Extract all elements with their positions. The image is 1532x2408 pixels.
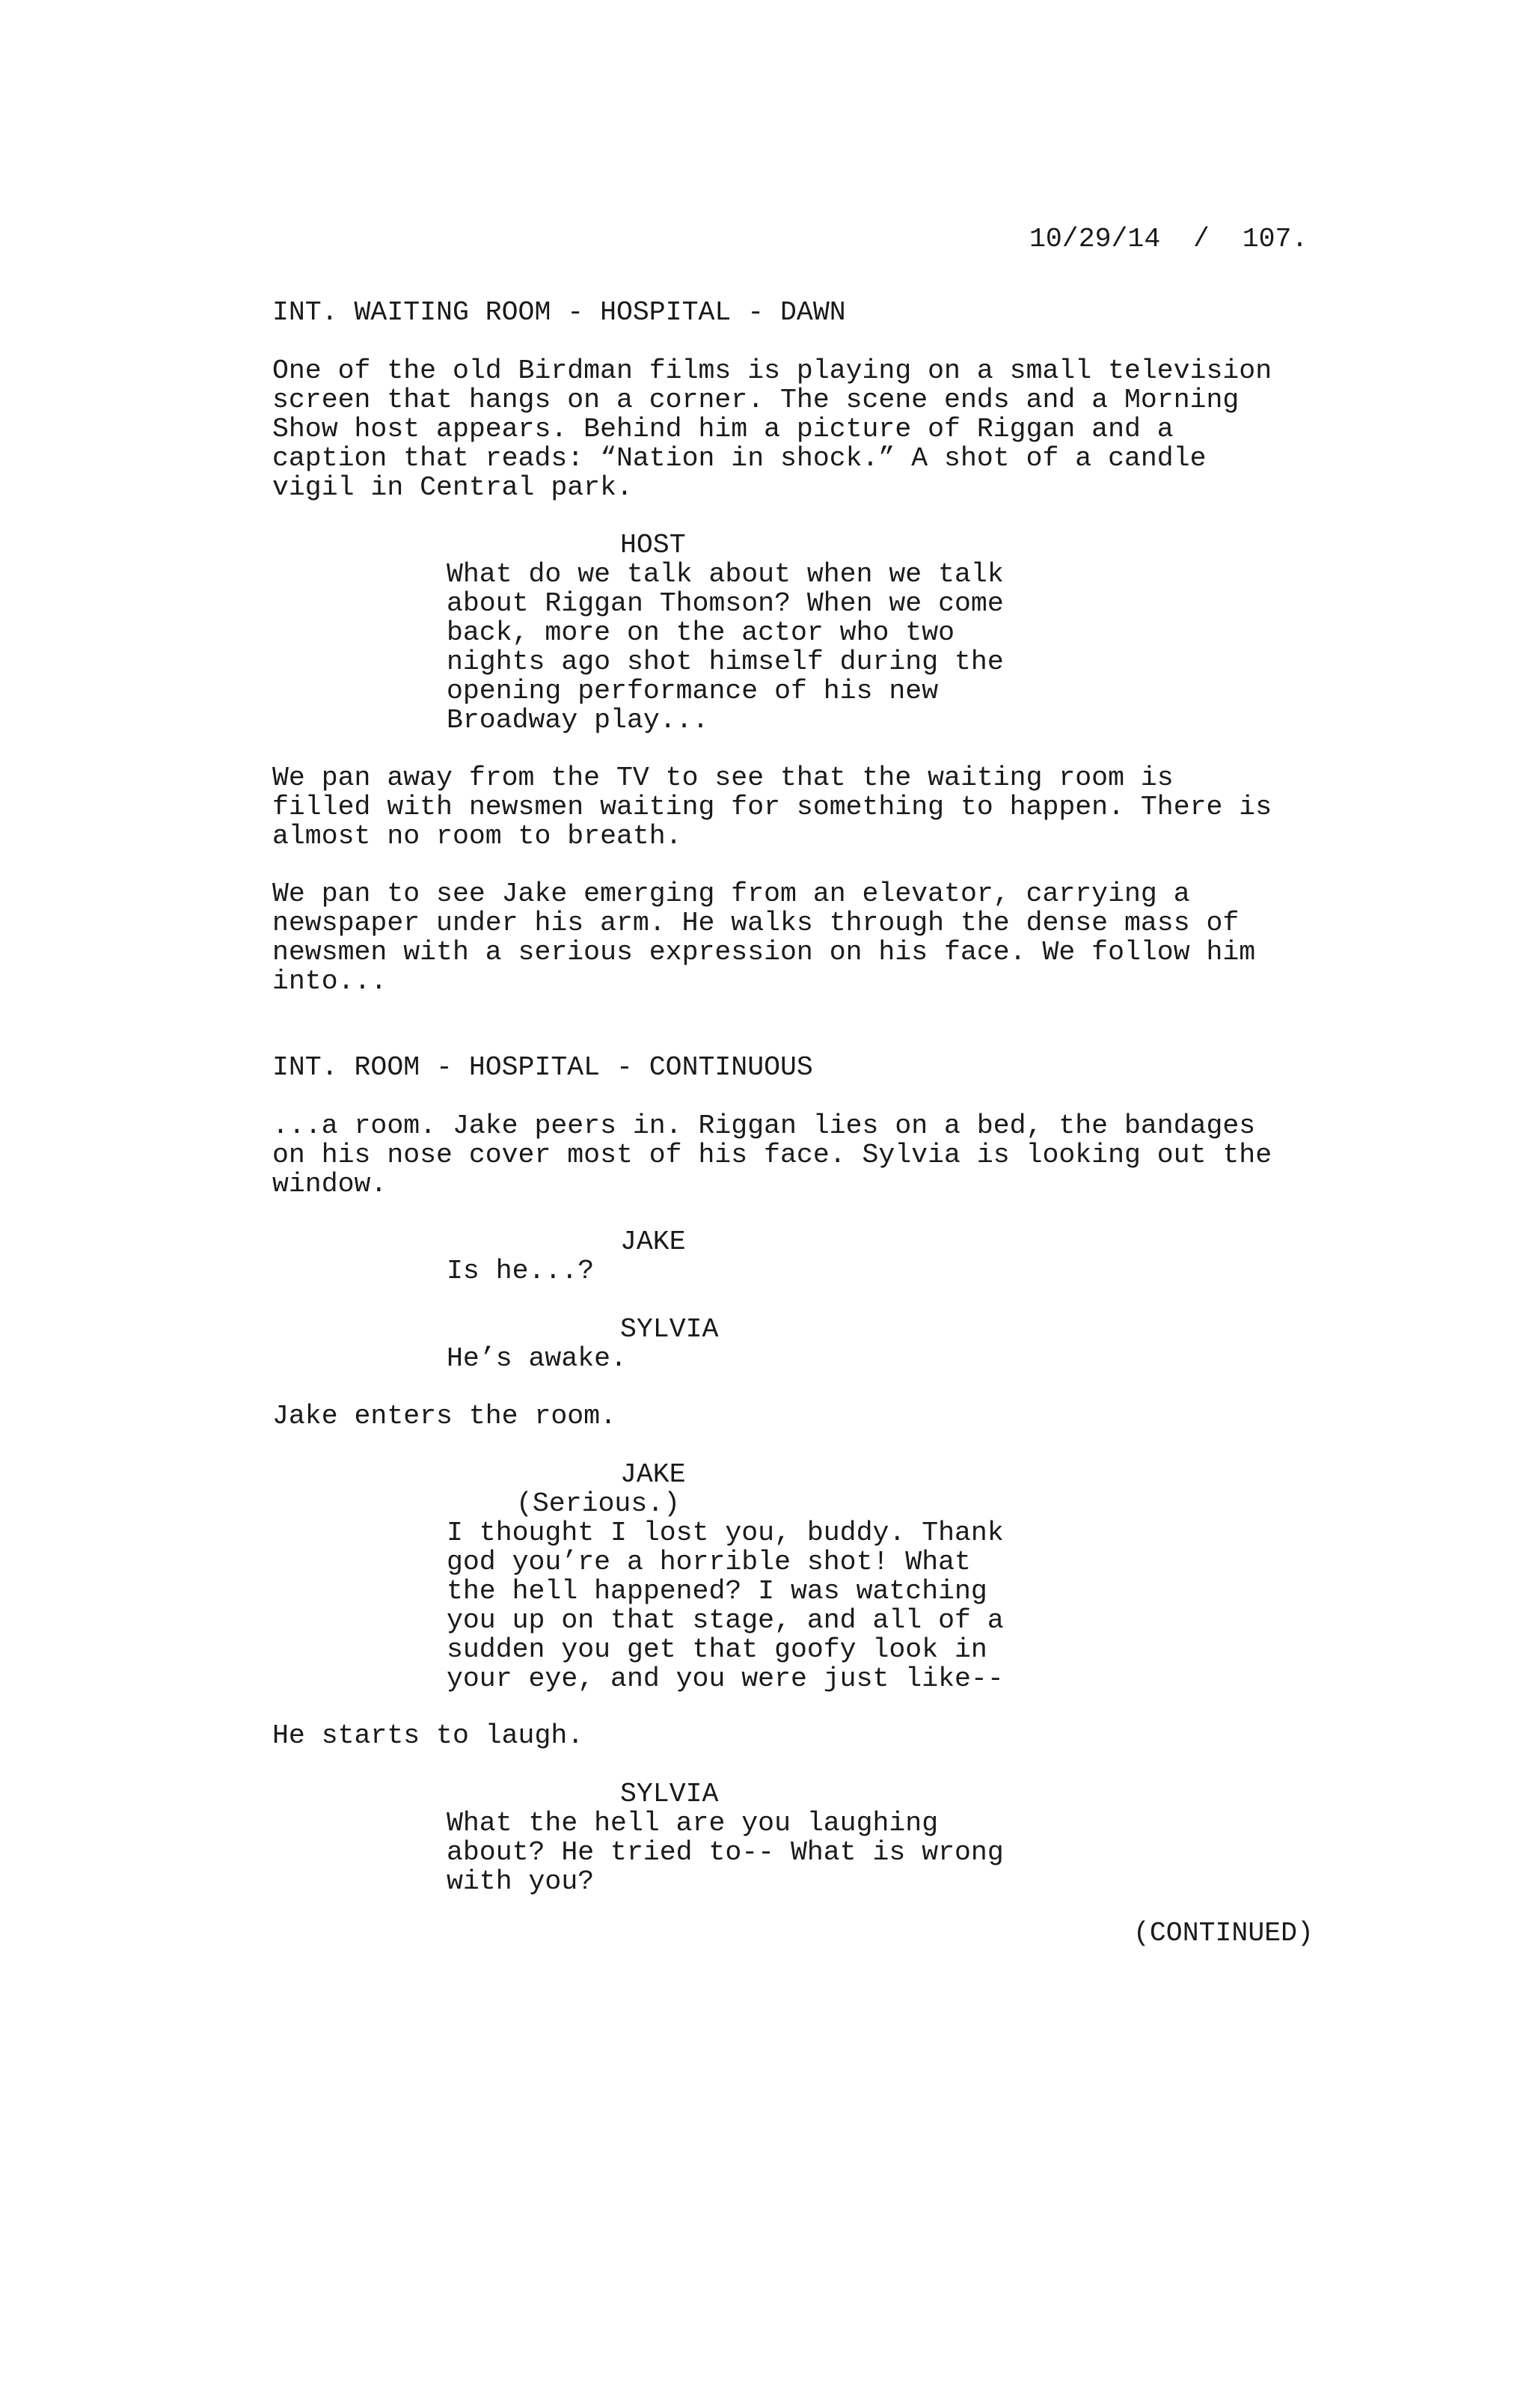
character-name: JAKE	[620, 1226, 686, 1257]
scene-heading: INT. ROOM - HOSPITAL - CONTINUOUS	[272, 1052, 813, 1083]
character-name: SYLVIA	[620, 1779, 719, 1809]
dialogue: What do we talk about when we talk about Riggan Thomson? When we come back, more on the actor who two nights ago shot himself during the opening performance of his new Broadway play...	[447, 559, 1004, 736]
action-paragraph: Jake enters the room.	[272, 1401, 616, 1431]
dialogue: Is he...?	[447, 1256, 595, 1286]
action-paragraph: We pan away from the TV to see that the waiting room is filled with newsmen waiting for something to happen. There is almost no room to breath.	[272, 763, 1272, 852]
page-number: 10/29/14 / 107.	[1029, 224, 1308, 254]
continued-marker: (CONTINUED)	[1133, 1918, 1314, 1949]
action-paragraph: We pan to see Jake emerging from an elevator, carrying a newspaper under his arm. He walks through the dense mass of newsmen with a serious expression on his face. We follow him into...	[272, 878, 1256, 997]
action-paragraph: He starts to laugh.	[272, 1720, 584, 1751]
dialogue: I thought I lost you, buddy. Thank god you’re a horrible shot! What the hell happened? I was watching you up on that stage, and all of a sudden you get that goofy look in your eye, and you were just like--	[447, 1518, 1004, 1694]
character-name: JAKE	[620, 1459, 686, 1490]
action-paragraph: One of the old Birdman films is playing on a small television screen that hangs on a corner. The scene ends and a Morning Show host appears. Behind him a picture of Riggan and a caption that reads: “Nation in shock.” A shot of a candle vigil in Central park.	[272, 355, 1272, 503]
character-name: HOST	[620, 530, 686, 560]
dialogue: He’s awake.	[447, 1343, 627, 1374]
dialogue: What the hell are you laughing about? He tried to-- What is wrong with you?	[447, 1808, 1004, 1897]
parenthetical: (Serious.)	[516, 1488, 681, 1519]
action-paragraph: ...a room. Jake peers in. Riggan lies on a bed, the bandages on his nose cover most of his face. Sylvia is looking out the window.	[272, 1110, 1272, 1200]
scene-heading: INT. WAITING ROOM - HOSPITAL - DAWN	[272, 297, 846, 328]
character-name: SYLVIA	[620, 1314, 719, 1345]
